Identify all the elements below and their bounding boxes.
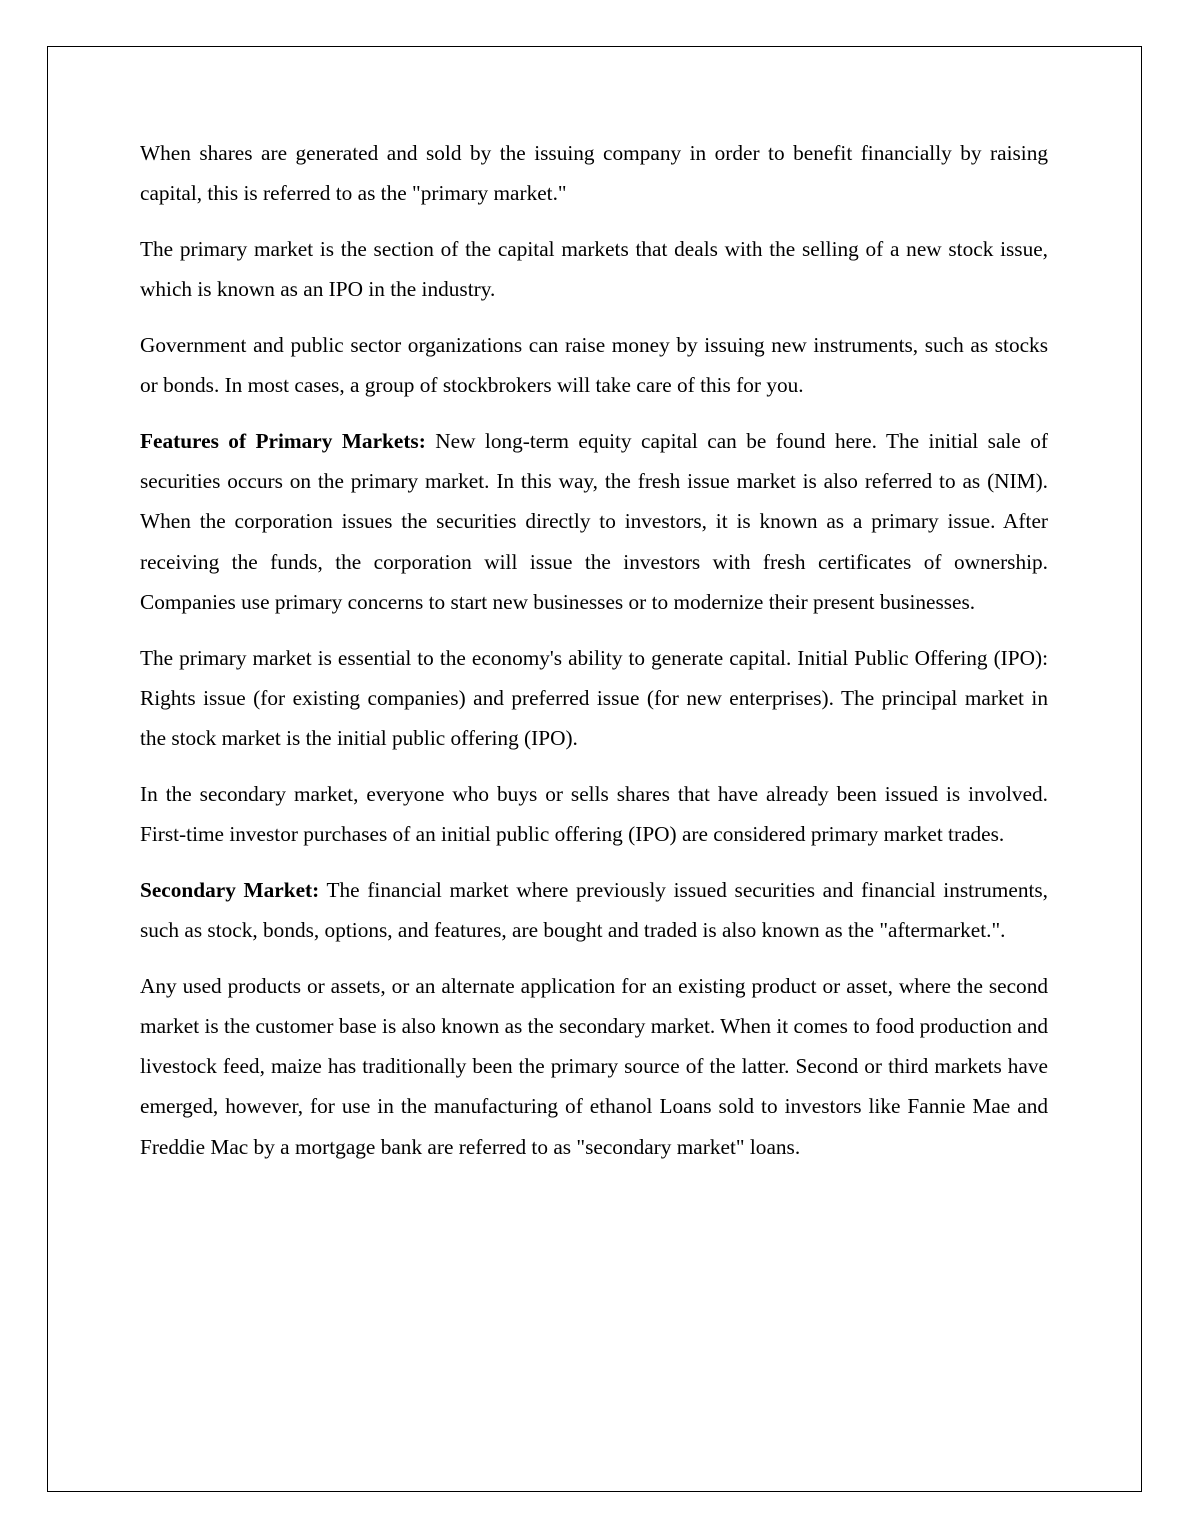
paragraph-heading: Secondary Market: bbox=[140, 877, 320, 902]
paragraph-primary-market-definition bbox=[140, 133, 1048, 213]
paragraph-heading: Features of Primary Markets: bbox=[140, 429, 426, 453]
paragraph-text: Government and public sector organizations can raise money by issuing new instruments, such as stocks or bonds. In most cases, a group of stockbrokers will take care of this for you. bbox=[140, 333, 1048, 398]
paragraph-secondary-market-definition bbox=[140, 870, 1048, 950]
document-body bbox=[140, 133, 1048, 1182]
paragraph-text: The primary market is the section of the capital markets that deals with the selling of a new stock issue, which is known as an IPO in the industry. bbox=[140, 237, 1048, 302]
paragraph-text: Any used products or assets, or an alternate application for an existing product or asset, where the second market is the customer base is also known as the secondary market. When it comes to food production and livestock feed, maize has traditionally been the primary source of the latter. Second or third markets have emerged, however, for use in the manufacturing of ethanol Loans sold to investors like Fannie Mae and Freddie Mac by a mortgage bank are referred to as "secondary market" loans. bbox=[140, 973, 1048, 1159]
paragraph-text: When shares are generated and sold by the issuing company in order to benefit financially by raising capital, this is referred to as the "primary market." bbox=[140, 141, 1048, 206]
paragraph-text: The financial market where previously issued securities and financial instruments, such as stock, bonds, options, and features, are bought and traded is also known as the "aftermarket.". bbox=[140, 877, 1049, 943]
paragraph-ipo bbox=[140, 638, 1048, 759]
paragraph-text: The primary market is essential to the economy's ability to generate capital. Initial Public Offering (IPO): Rights issue (for existing companies) and preferred issue (for new enterprises). The principal market in the stock market is the initial public offering (IPO). bbox=[140, 645, 1048, 751]
paragraph-features-primary-markets bbox=[140, 421, 1048, 622]
paragraph-government-issuers bbox=[140, 325, 1048, 405]
paragraph-secondary-market-examples bbox=[140, 966, 1048, 1167]
paragraph-text: New long-term equity capital can be found here. The initial sale of securities occurs on the primary market. In this way, the fresh issue market is also referred to as (NIM). When the corporation issues the securities directly to investors, it is known as a primary issue. After receiving the funds, the corporation will issue the investors with fresh certificates of ownership. Companies use primary concerns to start new businesses or to modernize their present businesses. bbox=[140, 429, 1048, 614]
paragraph-secondary-market-intro bbox=[140, 774, 1048, 854]
paragraph-primary-market-section bbox=[140, 229, 1048, 309]
paragraph-text: In the secondary market, everyone who buys or sells shares that have already been issued is involved. First-time investor purchases of an initial public offering (IPO) are considered primary market trades. bbox=[140, 781, 1048, 847]
